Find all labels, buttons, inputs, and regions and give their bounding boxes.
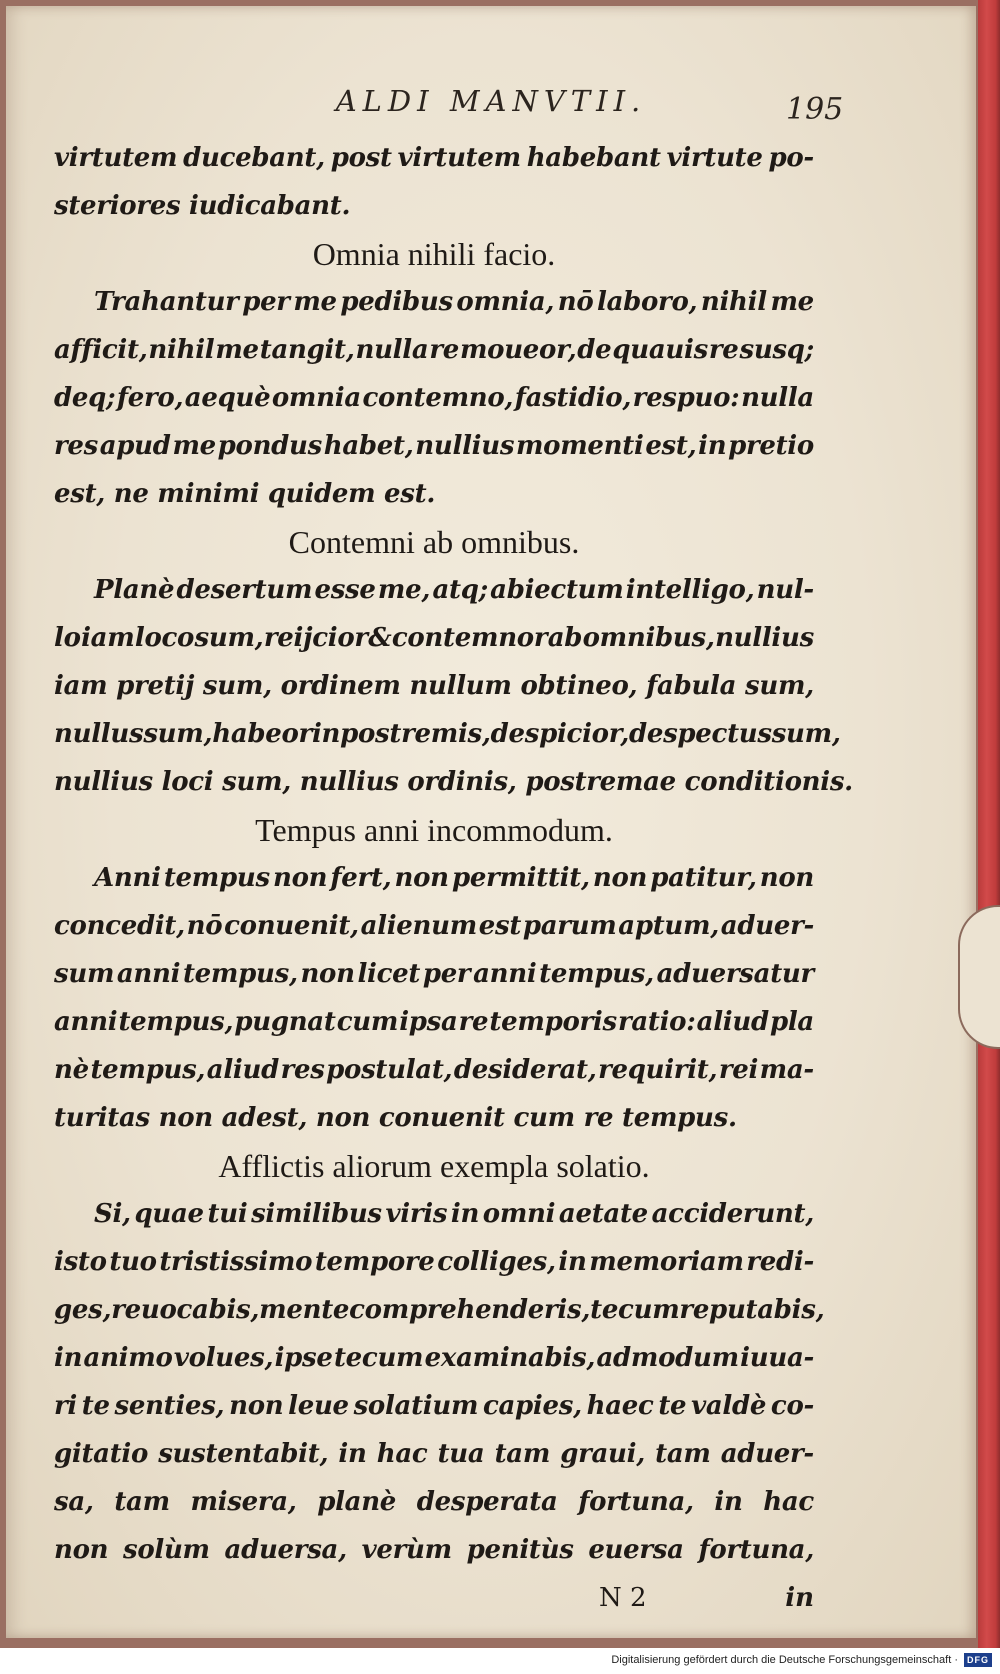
word: me (293, 287, 337, 317)
red-fore-edge (978, 0, 1000, 1648)
word: laboro, (597, 287, 698, 317)
word: fert, (330, 863, 392, 893)
text-line (54, 1430, 814, 1478)
word: co- (770, 1391, 814, 1421)
word: haec (586, 1391, 654, 1421)
word: pretio (728, 431, 814, 461)
word: misera, (190, 1487, 297, 1517)
text-line (54, 998, 814, 1046)
word: temporis (489, 1007, 617, 1037)
word: fabula (646, 671, 737, 701)
word: iam (81, 623, 135, 653)
word: Trahantur (94, 287, 239, 317)
word: non (229, 1391, 284, 1421)
word: nihil (700, 287, 767, 317)
word: nō (186, 911, 223, 941)
text-line (54, 566, 814, 614)
word: deq; (54, 383, 116, 413)
page-number: 195 (786, 92, 844, 127)
text-line (54, 1238, 814, 1286)
word: re (429, 335, 459, 365)
text-line (54, 134, 814, 182)
word: mente (259, 1295, 350, 1325)
word: tempus (163, 863, 270, 893)
word: me (770, 287, 814, 317)
word: non (759, 863, 814, 893)
word: leue (288, 1391, 349, 1421)
word: contemno, (362, 383, 514, 413)
word: fero, (116, 383, 184, 413)
word: virtute (666, 143, 763, 173)
word: me, (377, 575, 431, 605)
word: habebant (526, 143, 661, 173)
word: gitatio (54, 1439, 149, 1469)
word: graui, (560, 1439, 645, 1469)
word: solatium (353, 1391, 479, 1421)
word: planè (317, 1487, 397, 1517)
word: fastidio, (514, 383, 632, 413)
word: rei (718, 1055, 759, 1085)
word: Si, (94, 1199, 131, 1229)
word: tam (494, 1439, 551, 1469)
word: reijcior (263, 623, 368, 653)
word: pretij (116, 671, 195, 701)
word: non (300, 959, 355, 989)
word: nō (557, 287, 594, 317)
word: viris (385, 1199, 448, 1229)
word: nul- (756, 575, 814, 605)
word: despectus (628, 719, 772, 749)
word: pondus (217, 431, 323, 461)
text-line (54, 1046, 814, 1094)
word: in (558, 1247, 587, 1277)
word: pugnat (234, 1007, 336, 1037)
word: susq; (739, 335, 814, 365)
word: non (54, 1535, 109, 1565)
word: apud (99, 431, 171, 461)
word: hac (763, 1487, 814, 1517)
text-line: est, ne minimi quidem est. (54, 479, 436, 509)
book-page (6, 6, 976, 1638)
word: re (708, 335, 739, 365)
word: ratio: (617, 1007, 696, 1037)
word: desertum (176, 575, 313, 605)
word: tam (655, 1439, 711, 1469)
text-line (54, 950, 814, 998)
word: & (368, 623, 392, 653)
word: cum (336, 1007, 399, 1037)
word: capies, (482, 1391, 582, 1421)
word: redi- (746, 1247, 814, 1277)
word: ordinem (280, 671, 401, 701)
word: aliud (696, 1007, 769, 1037)
word: fortuna, (578, 1487, 694, 1517)
word: tua (437, 1439, 485, 1469)
text-line (54, 662, 814, 710)
word: po- (768, 143, 814, 173)
word: in (450, 1199, 480, 1229)
word: senties, (114, 1391, 225, 1421)
word: omnia (271, 383, 361, 413)
running-head: ALDI MANVTII. (335, 84, 647, 118)
text-line (54, 422, 814, 470)
word: per (422, 959, 471, 989)
word: habeor (212, 719, 312, 749)
word: licet (357, 959, 421, 989)
word: de (577, 335, 612, 365)
word: in (698, 431, 727, 461)
section-heading: Tempus anni incommodum. (255, 812, 613, 848)
text-line: steriores iudicabant. (54, 191, 351, 221)
word: fortuna, (698, 1535, 814, 1565)
text-block (54, 134, 853, 1622)
word: virtutem (397, 143, 521, 173)
word: nullius (715, 623, 814, 653)
word: contemnor (391, 623, 548, 653)
page-tab-notch (958, 905, 1000, 1049)
word: valdè (691, 1391, 767, 1421)
word: ab (547, 623, 583, 653)
word: ducebant, (183, 143, 325, 173)
word: solùm (123, 1535, 210, 1565)
word: quae (134, 1199, 204, 1229)
word: tui (207, 1199, 248, 1229)
word: animo (83, 1343, 173, 1373)
word: afficit, (54, 335, 148, 365)
word: me (215, 335, 259, 365)
word: aetate (558, 1199, 648, 1229)
text-line (54, 902, 814, 950)
word: nullus (54, 719, 144, 749)
text-line (54, 710, 841, 758)
word: euersa (588, 1535, 684, 1565)
word: tuo (109, 1247, 157, 1277)
word: ri (54, 1391, 77, 1421)
word: sa, (54, 1487, 94, 1517)
section-heading: Afflictis aliorum exempla solatio. (218, 1148, 650, 1184)
word: memoriam (589, 1247, 744, 1277)
word: est, (645, 431, 697, 461)
word: permittit, (451, 863, 590, 893)
word: aduersa, (224, 1535, 347, 1565)
word: pedibus (340, 287, 453, 317)
word: tecum (590, 1295, 680, 1325)
word: requirit, (598, 1055, 718, 1085)
word: lo (54, 623, 81, 653)
word: conuenit, (224, 911, 359, 941)
word: per (242, 287, 290, 317)
word: abiectum (490, 575, 624, 605)
word: tristissimo (159, 1247, 313, 1277)
word: res (54, 431, 98, 461)
word: post (330, 143, 392, 173)
word: momenti (515, 431, 644, 461)
word: colliges, (437, 1247, 556, 1277)
word: non (272, 863, 328, 893)
word: in (311, 719, 341, 749)
word: intelligo, (625, 575, 755, 605)
word: aduer- (720, 1439, 814, 1469)
word: tempore (314, 1247, 435, 1277)
word: sum, (202, 671, 272, 701)
text-line (54, 374, 814, 422)
word: Anni (94, 863, 161, 893)
word: me (172, 431, 216, 461)
word: nullius (415, 431, 515, 461)
word: tempus, (182, 959, 298, 989)
text-line (54, 1190, 814, 1238)
word: patitur, (650, 863, 757, 893)
word: concedit, (54, 911, 185, 941)
word: iuua- (740, 1343, 814, 1373)
word: quauis (612, 335, 708, 365)
word: te (81, 1391, 110, 1421)
word: te (658, 1391, 687, 1421)
word: pla (769, 1007, 814, 1037)
word: desiderat, (453, 1055, 597, 1085)
word: in (714, 1487, 743, 1517)
word: postulat, (326, 1055, 453, 1085)
word: similibus (251, 1199, 382, 1229)
catchword: in (785, 1583, 814, 1613)
word: tam (114, 1487, 170, 1517)
word: tempus, (539, 959, 654, 989)
word: omni (482, 1199, 556, 1229)
word: omnia, (456, 287, 555, 317)
word: examinabis, (424, 1343, 596, 1373)
word: nulla (355, 335, 429, 365)
word: ipse (274, 1343, 333, 1373)
dfg-logo-icon: DFG (964, 1653, 992, 1667)
word: in (338, 1439, 367, 1469)
text-line (54, 614, 814, 662)
word: desperata (416, 1487, 558, 1517)
word: acciderunt, (651, 1199, 814, 1229)
word: non (394, 863, 449, 893)
word: penitùs (466, 1535, 574, 1565)
word: comprehenderis, (349, 1295, 591, 1325)
word: postremis, (340, 719, 491, 749)
text-line (54, 278, 814, 326)
word: iam (54, 671, 108, 701)
word: aduer- (720, 911, 814, 941)
word: re (458, 1007, 489, 1037)
word: sustentabit, (158, 1439, 329, 1469)
word: sum, (194, 623, 264, 653)
word: verùm (361, 1535, 452, 1565)
word: ipsa (399, 1007, 458, 1037)
word: virtutem (54, 143, 178, 173)
word: isto (54, 1247, 107, 1277)
word: nè (54, 1055, 89, 1085)
word: non (592, 863, 648, 893)
text-line (54, 1478, 814, 1526)
word: sum, (143, 719, 213, 749)
word: atq; (432, 575, 488, 605)
text-line (54, 1334, 814, 1382)
word: nulla (741, 383, 814, 413)
word: admodum (596, 1343, 739, 1373)
word: reputabis, (679, 1295, 825, 1325)
word: alienum (360, 911, 477, 941)
word: reuocabis, (111, 1295, 260, 1325)
word: volues, (173, 1343, 274, 1373)
word: anni (473, 959, 537, 989)
word: loco (134, 623, 195, 653)
signature-mark: N 2 (599, 1583, 647, 1613)
word: ges, (54, 1295, 112, 1325)
word: esse (314, 575, 376, 605)
word: ma- (759, 1055, 814, 1085)
word: anni (116, 959, 181, 989)
word: nihil (148, 335, 215, 365)
text-line (54, 326, 814, 374)
word: hac (376, 1439, 428, 1469)
word: nullum (409, 671, 512, 701)
word: respuo: (632, 383, 740, 413)
word: aptum, (618, 911, 719, 941)
word: obtineo, (520, 671, 638, 701)
word: est (478, 911, 522, 941)
word: in (54, 1343, 83, 1373)
signature-line (54, 1574, 814, 1622)
word: res (280, 1055, 325, 1085)
text-line (54, 854, 814, 902)
word: aequè (184, 383, 271, 413)
word: aliud (206, 1055, 279, 1085)
text-line (54, 1526, 814, 1574)
word: despicior, (490, 719, 629, 749)
word: moueor, (459, 335, 577, 365)
word: sum, (745, 671, 814, 701)
text-line: turitas non adest, non conuenit cum re tempus. (54, 1103, 737, 1133)
word: tangit, (259, 335, 355, 365)
digitization-credit: Digitalisierung gefördert durch die Deutsche Forschungsgemeinschaft · (611, 1654, 958, 1666)
word: sum (54, 959, 115, 989)
section-heading: Contemni ab omnibus. (288, 524, 580, 560)
word: tecum (333, 1343, 424, 1373)
word: tempus, (118, 1007, 234, 1037)
word: sum, (771, 719, 841, 749)
word: anni (54, 1007, 118, 1037)
word: parum (522, 911, 617, 941)
word: habet, (323, 431, 414, 461)
word: tempus, (90, 1055, 206, 1085)
word: aduersatur (656, 959, 814, 989)
text-line (54, 1286, 825, 1334)
section-heading: Omnia nihili facio. (312, 236, 556, 272)
word: omnibus, (582, 623, 715, 653)
text-line (54, 1382, 814, 1430)
text-line: nullius loci sum, nullius ordinis, postremae conditionis. (54, 767, 853, 797)
word: Planè (94, 575, 175, 605)
